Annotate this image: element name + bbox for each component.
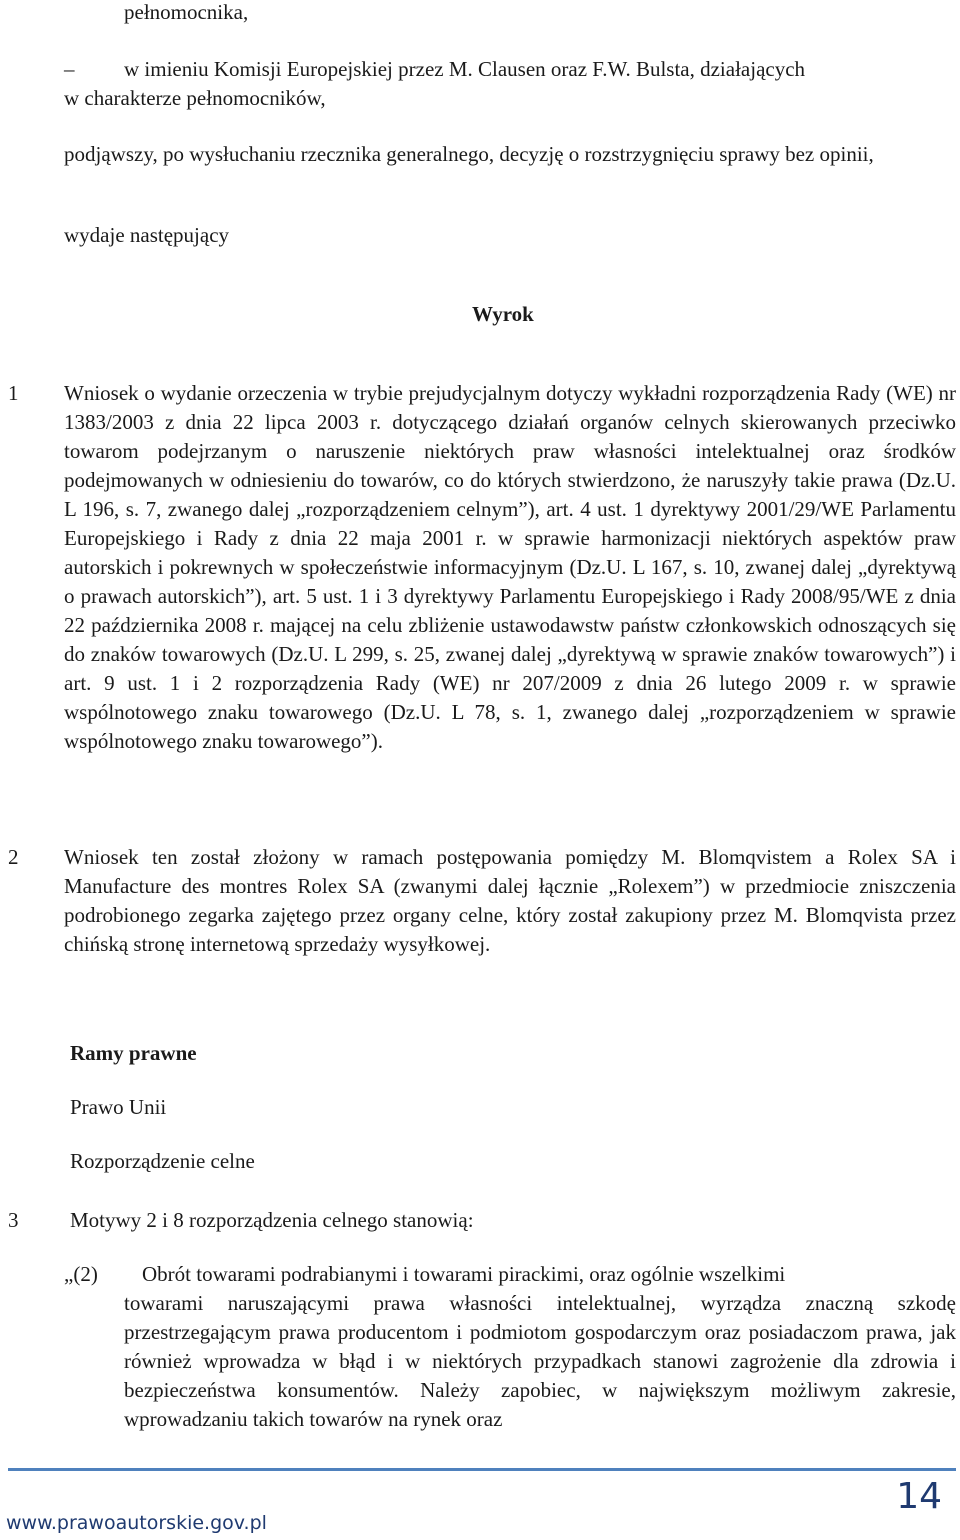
section-heading: Ramy prawne <box>70 1041 197 1065</box>
quote-first-line: Obrót towarami podrabianymi i towarami pirackimi, oraz ogólnie wszelkimi <box>142 1262 786 1286</box>
text-line: w charakterze pełnomocników, <box>64 86 326 110</box>
text-paragraph: podjąwszy, po wysłuchaniu rzecznika generalnego, decyzję o rozstrzygnięciu sprawy bez opinii, <box>64 142 874 166</box>
document-title: Wyrok <box>472 302 534 326</box>
page-number: 14 <box>896 1476 942 1517</box>
subsection-heading: Rozporządzenie celne <box>70 1149 255 1173</box>
text-line: wydaje następujący <box>64 223 230 247</box>
text-line: pełnomocnika, <box>124 0 249 24</box>
subsection-heading: Prawo Unii <box>70 1095 167 1119</box>
paragraph-1: Wniosek o wydanie orzeczenia w trybie prejudycjalnym dotyczy wykładni rozporządzenia Rady (WE) nr 1383/2003 z dnia 22 lipca 2003 r. dotyczącego działań organów celnych skierowanych przeciwko towarom podejrzanym o naruszenie niektórych praw własności intelektualnej oraz środków podejmowanych w odniesieniu do towarów, co do których stwierdzono, że naruszyły takie prawa (Dz.U. L 196, s. 7, zwanego dalej „rozporządzeniem celnym”), art. 4 ust. 1 dyrektywy 2001/29/WE Parlamentu Europejskiego i Rady z dnia 22 maja 2001 r. w sprawie harmonizacji niektórych aspektów praw autorskich i pokrewnych w społeczeństwie informacyjnym (Dz.U. L 167, s. 10, zwanej dalej „dyrektywą o prawach autorskich”), art. 5 ust. 1 i 3 dyrektywy Parlamentu Europejskiego i Rady 2008/95/WE z dnia 22 października 2008 r. mającej na celu zbliżenie ustawodawstw państw członkowskich odnoszących się do znaków towarowych (Dz.U. L 299, s. 25, zwanej dalej „dyrektywą w sprawie znaków towarowych”) i art. 9 ust. 1 i 2 rozporządzenia Rady (WE) nr 207/2009 z dnia 26 lutego 2009 r. w sprawie wspólnotowego znaku towarowego (Dz.U. L 78, s. 1, zwanego dalej „rozporządzeniem w sprawie wspólnotowego znaku towarowego”). <box>64 381 956 753</box>
quote-label: „(2) <box>64 1262 98 1286</box>
quote-text: towarami naruszającymi prawa własności intelektualnej, wyrządza znaczną szkodę przestrzegającym prawa producentom i podmiotom gospodarczym oraz posiadaczom prawa, jak również wprowadza w błąd i w niektórych przypadkach stanowi zagrożenie dla zdrowia i bezpieczeństwa konsumentów. Należy zapobiec, w największym możliwym zakresie, wprowadzaniu takich towarów na rynek oraz <box>124 1291 956 1431</box>
footer-rule <box>8 1468 956 1471</box>
paragraph-number: 1 <box>8 381 19 405</box>
paragraph-number: 3 <box>8 1208 19 1232</box>
text-line: w imieniu Komisji Europejskiej przez M. Clausen oraz F.W. Bulsta, działających <box>124 57 806 81</box>
paragraph-number: 2 <box>8 845 19 869</box>
paragraph-2: Wniosek ten został złożony w ramach postępowania pomiędzy M. Blomqvistem a Rolex SA i Manufacture des montres Rolex SA (zwanymi dalej łącznie „Rolexem”) w przedmiocie zniszczenia podrobionego zegarka zajętego przez organy celne, który został zakupiony przez M. Blomqvista przez chińską stronę internetową sprzedaży wysyłkowej. <box>64 845 956 956</box>
list-dash: – <box>64 57 75 81</box>
paragraph-3: Motywy 2 i 8 rozporządzenia celnego stanowią: <box>70 1208 474 1232</box>
footer-url[interactable]: www.prawoautorskie.gov.pl <box>6 1512 267 1534</box>
